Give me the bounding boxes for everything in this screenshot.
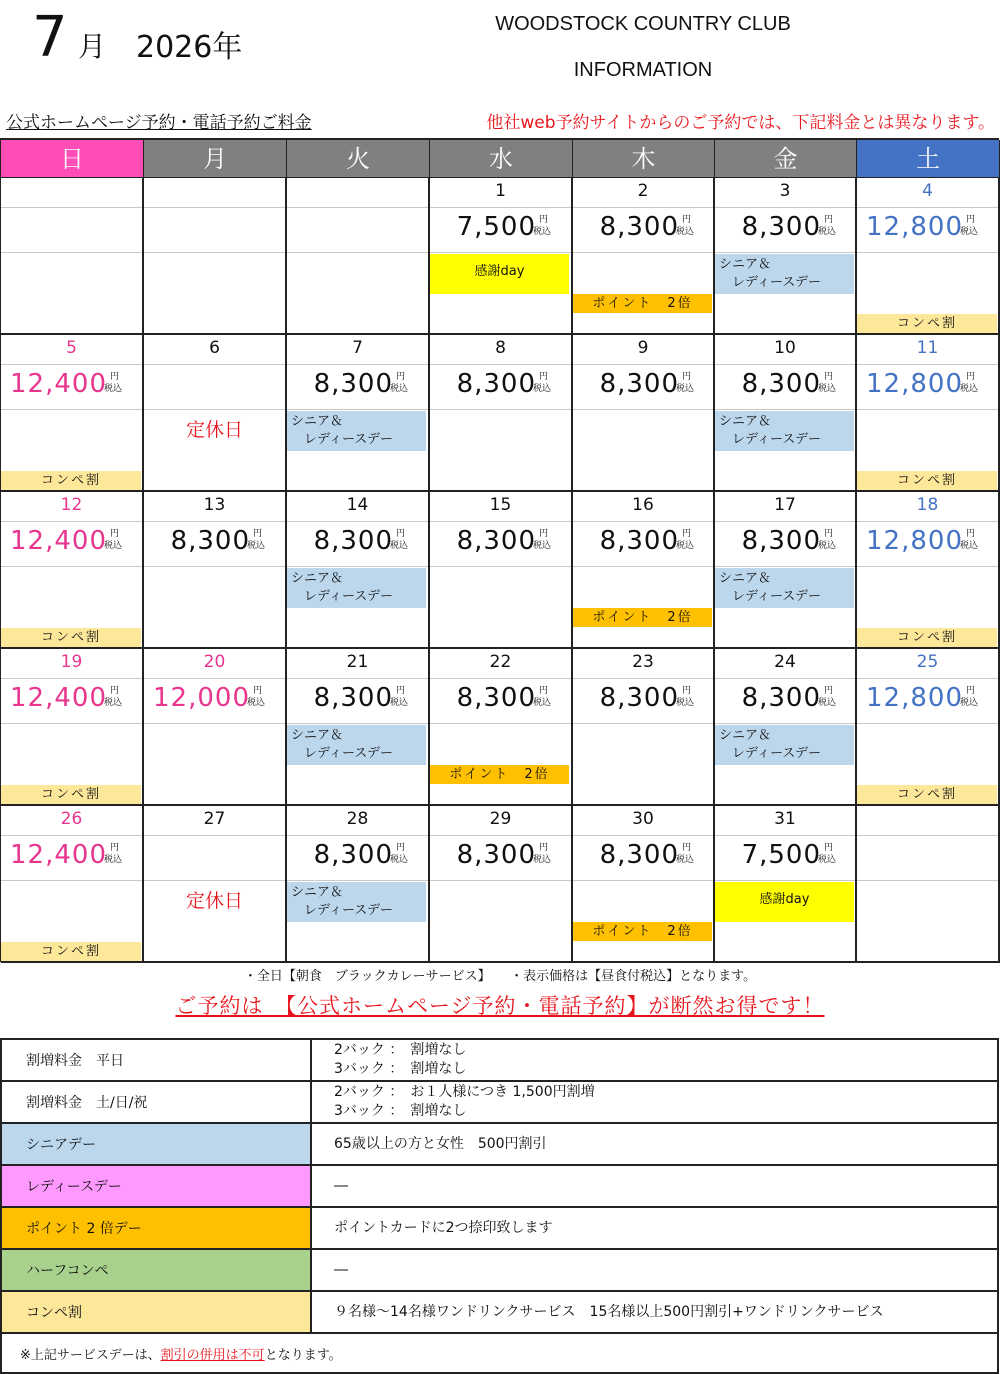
green-fee-price: 8,300 bbox=[456, 369, 536, 399]
cell-divider bbox=[430, 521, 571, 522]
yen-unit: 円 bbox=[682, 843, 692, 853]
tax-included-label: 税込 bbox=[390, 855, 409, 865]
day-number: 7 bbox=[352, 338, 363, 358]
day-cell bbox=[144, 806, 287, 963]
green-fee-price: 7,500 bbox=[741, 840, 821, 870]
day-cell bbox=[857, 649, 1000, 806]
cell-divider bbox=[857, 566, 998, 567]
cell-divider bbox=[857, 521, 998, 522]
cell-divider bbox=[287, 207, 428, 208]
day-cell bbox=[430, 649, 573, 806]
cell-divider bbox=[1, 409, 142, 410]
day-cell bbox=[287, 649, 430, 806]
tax-included-label: 税込 bbox=[818, 384, 837, 394]
day-cell bbox=[715, 335, 857, 492]
weekday-header: 金 bbox=[715, 140, 857, 178]
service-note: ・全日【朝食 ブラックカレーサービス】 ・表示価格は【昼食付税込】となります。 bbox=[243, 969, 757, 984]
tax-included-label: 税込 bbox=[818, 227, 837, 237]
cell-divider bbox=[573, 678, 713, 679]
day-number: 22 bbox=[489, 652, 512, 672]
day-number: 19 bbox=[60, 652, 83, 672]
cell-divider bbox=[144, 880, 285, 881]
cell-divider bbox=[715, 566, 855, 567]
footer-note-middle: の bbox=[186, 1347, 200, 1363]
cell-divider bbox=[287, 566, 428, 567]
cell-divider bbox=[857, 835, 998, 836]
senior-tag: シニア＆ レディースデー bbox=[715, 568, 854, 608]
compe-tag: コンペ割 bbox=[1, 785, 141, 804]
day-cell bbox=[715, 806, 857, 963]
tax-included-label: 税込 bbox=[104, 698, 123, 708]
senior-tag: シニア＆ レディースデー bbox=[287, 882, 426, 922]
day-number: 23 bbox=[632, 652, 654, 672]
green-fee-price: 8,300 bbox=[456, 840, 536, 870]
day-number: 15 bbox=[489, 495, 512, 515]
compe-tag: コンペ割 bbox=[1, 942, 141, 961]
legend-label: 割増料金 土/日/祝 bbox=[1, 1081, 311, 1123]
compe-tag: コンペ割 bbox=[857, 785, 997, 804]
booking-promo: ご予約は 【公式ホームページ予約・電話予約】が断然お得です！ bbox=[175, 994, 825, 1018]
tax-included-label: 税込 bbox=[247, 541, 266, 551]
yen-unit: 円 bbox=[396, 529, 406, 539]
cell-divider bbox=[573, 252, 713, 253]
cell-divider bbox=[573, 364, 713, 365]
tax-included-label: 税込 bbox=[676, 384, 695, 394]
yen-unit: 円 bbox=[396, 372, 406, 382]
cell-divider bbox=[573, 521, 713, 522]
green-fee-price: 12,800 bbox=[866, 526, 963, 556]
green-fee-price: 8,300 bbox=[599, 526, 679, 556]
green-fee-price: 8,300 bbox=[456, 683, 536, 713]
tax-included-label: 税込 bbox=[390, 541, 409, 551]
third-party-warning: 他社web予約サイトからのご予約では、下記料金とは異なります。 bbox=[486, 113, 995, 133]
day-number: 13 bbox=[203, 495, 226, 515]
footer-note bbox=[1, 1333, 998, 1373]
legend-label: レディースデー bbox=[1, 1165, 311, 1207]
cell-divider bbox=[430, 723, 571, 724]
day-cell bbox=[857, 178, 1000, 335]
day-cell bbox=[430, 806, 573, 963]
yen-unit: 円 bbox=[682, 372, 692, 382]
tax-included-label: 税込 bbox=[533, 384, 552, 394]
day-cell bbox=[715, 178, 857, 335]
cell-divider bbox=[1, 678, 142, 679]
cell-divider bbox=[715, 521, 855, 522]
cell-divider bbox=[1, 521, 142, 522]
tax-included-label: 税込 bbox=[533, 227, 552, 237]
green-fee-price: 8,300 bbox=[599, 369, 679, 399]
cell-divider bbox=[715, 207, 855, 208]
green-fee-price: 8,300 bbox=[313, 526, 393, 556]
legend-value: 2バック ： 割増なし 3バック ： 割増なし bbox=[311, 1039, 998, 1081]
day-cell bbox=[430, 178, 573, 335]
cell-divider bbox=[857, 364, 998, 365]
legend-value: 65歳以上の方と女性 500円割引 bbox=[311, 1123, 998, 1165]
legend-row bbox=[1, 1123, 998, 1165]
day-cell bbox=[857, 335, 1000, 492]
yen-unit: 円 bbox=[824, 529, 834, 539]
legend-value: ９名様～14名様ワンドリンクサービス 15名様以上500円割引+ワンドリンクサービス bbox=[311, 1291, 998, 1333]
legend-label: ポイント 2 倍デー bbox=[1, 1207, 311, 1249]
day-cell bbox=[1, 178, 144, 335]
cell-divider bbox=[573, 207, 713, 208]
day-cell bbox=[144, 492, 287, 649]
cell-divider bbox=[857, 207, 998, 208]
yen-unit: 円 bbox=[539, 215, 549, 225]
green-fee-price: 12,400 bbox=[10, 526, 107, 556]
cell-divider bbox=[573, 723, 713, 724]
cell-divider bbox=[1, 566, 142, 567]
tax-included-label: 税込 bbox=[818, 855, 837, 865]
legend-row bbox=[1, 1249, 998, 1291]
legend-row bbox=[1, 1081, 998, 1123]
green-fee-price: 8,300 bbox=[741, 369, 821, 399]
month-number: 7 bbox=[32, 5, 68, 70]
day-cell bbox=[573, 178, 715, 335]
tax-included-label: 税込 bbox=[818, 541, 837, 551]
yen-unit: 円 bbox=[110, 529, 120, 539]
day-cell bbox=[1, 492, 144, 649]
day-number: 18 bbox=[916, 495, 939, 515]
weekday-header: 月 bbox=[144, 140, 287, 178]
cell-divider bbox=[144, 252, 285, 253]
day-number: 31 bbox=[774, 809, 796, 829]
tax-included-label: 税込 bbox=[104, 855, 123, 865]
yen-unit: 円 bbox=[539, 529, 549, 539]
yen-unit: 円 bbox=[539, 372, 549, 382]
compe-tag: コンペ割 bbox=[1, 628, 141, 647]
legend-value: ― bbox=[311, 1165, 998, 1207]
day-number: 30 bbox=[632, 809, 654, 829]
cell-divider bbox=[287, 252, 428, 253]
footer-note-highlight1: 割引 bbox=[160, 1347, 187, 1363]
green-fee-price: 8,300 bbox=[170, 526, 250, 556]
day-number: 9 bbox=[637, 338, 649, 358]
tax-included-label: 税込 bbox=[533, 698, 552, 708]
day-cell bbox=[1, 335, 144, 492]
day-number: 28 bbox=[346, 809, 369, 829]
weekday-header: 土 bbox=[857, 140, 1000, 178]
senior-tag: シニア＆ レディースデー bbox=[287, 411, 426, 451]
day-number: 29 bbox=[489, 809, 512, 829]
green-fee-price: 12,400 bbox=[10, 683, 107, 713]
green-fee-price: 12,400 bbox=[10, 840, 107, 870]
cell-divider bbox=[287, 723, 428, 724]
cell-divider bbox=[430, 207, 571, 208]
yen-unit: 円 bbox=[396, 686, 406, 696]
cell-divider bbox=[1, 880, 142, 881]
tax-included-label: 税込 bbox=[960, 384, 979, 394]
green-fee-price: 12,800 bbox=[866, 212, 963, 242]
footer-note-prefix: ※上記サービスデーは、 bbox=[20, 1347, 161, 1363]
day-number: 24 bbox=[774, 652, 796, 672]
weekday-header: 木 bbox=[573, 140, 715, 178]
cell-divider bbox=[430, 252, 571, 253]
cell-divider bbox=[857, 409, 998, 410]
day-number: 26 bbox=[60, 809, 83, 829]
cell-divider bbox=[715, 835, 855, 836]
cell-divider bbox=[287, 409, 428, 410]
yen-unit: 円 bbox=[253, 529, 263, 539]
day-number: 25 bbox=[916, 652, 939, 672]
tax-included-label: 税込 bbox=[960, 541, 979, 551]
day-number: 17 bbox=[774, 495, 796, 515]
cell-divider bbox=[715, 678, 855, 679]
day-cell bbox=[573, 335, 715, 492]
day-number: 8 bbox=[495, 338, 506, 358]
cell-divider bbox=[430, 409, 571, 410]
green-fee-price: 8,300 bbox=[599, 683, 679, 713]
cell-divider bbox=[144, 364, 285, 365]
yen-unit: 円 bbox=[539, 843, 549, 853]
cell-divider bbox=[430, 364, 571, 365]
legend-row bbox=[1, 1165, 998, 1207]
yen-unit: 円 bbox=[966, 372, 976, 382]
tax-included-label: 税込 bbox=[960, 227, 979, 237]
month-unit: 月 bbox=[78, 30, 107, 63]
cell-divider bbox=[430, 678, 571, 679]
day-number: 4 bbox=[922, 181, 933, 201]
legend-label: 割増料金 平日 bbox=[1, 1039, 311, 1081]
day-cell bbox=[144, 649, 287, 806]
tax-included-label: 税込 bbox=[104, 384, 123, 394]
day-cell bbox=[1, 649, 144, 806]
day-number: 11 bbox=[916, 338, 939, 358]
day-cell bbox=[715, 649, 857, 806]
tax-included-label: 税込 bbox=[676, 541, 695, 551]
legend-value: ― bbox=[311, 1249, 998, 1291]
day-number: 1 bbox=[495, 181, 506, 201]
point-tag: ポイント 2倍 bbox=[573, 294, 712, 313]
day-number: 5 bbox=[66, 338, 77, 358]
legend-value: 2バック ： お１人様につき 1,500円割増 3バック ： 割増なし bbox=[311, 1081, 998, 1123]
cell-divider bbox=[1, 723, 142, 724]
weekday-header: 水 bbox=[430, 140, 573, 178]
day-number: 6 bbox=[209, 338, 220, 358]
tax-included-label: 税込 bbox=[104, 541, 123, 551]
day-number: 10 bbox=[774, 338, 796, 358]
tax-included-label: 税込 bbox=[818, 698, 837, 708]
legend-row bbox=[1, 1039, 998, 1081]
point-tag: ポイント 2倍 bbox=[573, 922, 712, 941]
thanks-tag: 感謝day bbox=[715, 882, 854, 922]
cell-divider bbox=[144, 723, 285, 724]
tax-included-label: 税込 bbox=[390, 384, 409, 394]
green-fee-price: 8,300 bbox=[741, 526, 821, 556]
day-number: 2 bbox=[637, 181, 649, 201]
day-number: 12 bbox=[60, 495, 83, 515]
cell-divider bbox=[1, 207, 142, 208]
green-fee-price: 8,300 bbox=[741, 212, 821, 242]
day-cell bbox=[144, 178, 287, 335]
yen-unit: 円 bbox=[682, 529, 692, 539]
cell-divider bbox=[573, 409, 713, 410]
yen-unit: 円 bbox=[396, 843, 406, 853]
cell-divider bbox=[857, 880, 998, 881]
day-cell bbox=[857, 492, 1000, 649]
yen-unit: 円 bbox=[682, 215, 692, 225]
yen-unit: 円 bbox=[682, 686, 692, 696]
day-cell bbox=[857, 806, 1000, 963]
club-name: WOODSTOCK COUNTRY CLUB bbox=[495, 13, 791, 35]
legend-value: ポイントカードに2つ捺印致します bbox=[311, 1207, 998, 1249]
compe-tag: コンペ割 bbox=[1, 471, 141, 490]
legend-row bbox=[1, 1291, 998, 1333]
thanks-tag: 感謝day bbox=[430, 254, 569, 294]
day-cell bbox=[430, 335, 573, 492]
tax-included-label: 税込 bbox=[533, 855, 552, 865]
day-cell bbox=[287, 492, 430, 649]
cell-divider bbox=[287, 521, 428, 522]
senior-tag: シニア＆ レディースデー bbox=[715, 254, 854, 294]
legend-label: シニアデー bbox=[1, 1123, 311, 1165]
tax-included-label: 税込 bbox=[676, 698, 695, 708]
calendar-grid bbox=[0, 138, 999, 962]
day-cell bbox=[430, 492, 573, 649]
tax-included-label: 税込 bbox=[676, 227, 695, 237]
footer-note-row bbox=[1, 1333, 998, 1373]
cell-divider bbox=[1, 364, 142, 365]
day-cell bbox=[573, 492, 715, 649]
green-fee-price: 8,300 bbox=[313, 840, 393, 870]
footer-note-highlight2: 併用は不可 bbox=[199, 1347, 265, 1363]
closed-day-label: 定休日 bbox=[185, 419, 243, 441]
cell-divider bbox=[715, 252, 855, 253]
cell-divider bbox=[857, 678, 998, 679]
green-fee-price: 8,300 bbox=[599, 840, 679, 870]
day-cell bbox=[1, 806, 144, 963]
day-number: 3 bbox=[779, 181, 791, 201]
compe-tag: コンペ割 bbox=[857, 314, 997, 333]
cell-divider bbox=[857, 252, 998, 253]
cell-divider bbox=[1, 835, 142, 836]
cell-divider bbox=[715, 364, 855, 365]
day-cell bbox=[287, 178, 430, 335]
legend-row bbox=[1, 1207, 998, 1249]
point-tag: ポイント 2倍 bbox=[573, 608, 712, 627]
day-number: 20 bbox=[203, 652, 226, 672]
yen-unit: 円 bbox=[824, 372, 834, 382]
legend-label: ハーフコンペ bbox=[1, 1249, 311, 1291]
cell-divider bbox=[287, 880, 428, 881]
yen-unit: 円 bbox=[110, 843, 120, 853]
day-number: 27 bbox=[203, 809, 226, 829]
cell-divider bbox=[287, 364, 428, 365]
footer-note-suffix: となります。 bbox=[264, 1347, 342, 1363]
weekday-header: 日 bbox=[1, 140, 144, 178]
cell-divider bbox=[287, 678, 428, 679]
yen-unit: 円 bbox=[824, 686, 834, 696]
closed-day-label: 定休日 bbox=[185, 890, 243, 912]
cell-divider bbox=[857, 723, 998, 724]
green-fee-price: 8,300 bbox=[741, 683, 821, 713]
green-fee-price: 8,300 bbox=[313, 683, 393, 713]
yen-unit: 円 bbox=[966, 686, 976, 696]
legend-label: コンペ割 bbox=[1, 1291, 311, 1333]
cell-divider bbox=[287, 835, 428, 836]
compe-tag: コンペ割 bbox=[857, 628, 997, 647]
day-cell bbox=[287, 806, 430, 963]
cell-divider bbox=[144, 566, 285, 567]
tax-included-label: 税込 bbox=[960, 698, 979, 708]
cell-divider bbox=[144, 521, 285, 522]
cell-divider bbox=[715, 723, 855, 724]
green-fee-price: 12,000 bbox=[153, 683, 250, 713]
day-number: 14 bbox=[346, 495, 369, 515]
day-number: 21 bbox=[346, 652, 369, 672]
tax-included-label: 税込 bbox=[533, 541, 552, 551]
green-fee-price: 12,800 bbox=[866, 683, 963, 713]
tax-included-label: 税込 bbox=[390, 698, 409, 708]
cell-divider bbox=[1, 252, 142, 253]
day-number: 16 bbox=[632, 495, 654, 515]
cell-divider bbox=[430, 835, 571, 836]
weekday-header: 火 bbox=[287, 140, 430, 178]
senior-tag: シニア＆ レディースデー bbox=[715, 411, 854, 451]
cell-divider bbox=[573, 566, 713, 567]
cell-divider bbox=[430, 880, 571, 881]
day-cell bbox=[573, 806, 715, 963]
green-fee-price: 12,400 bbox=[10, 369, 107, 399]
cell-divider bbox=[144, 678, 285, 679]
day-cell bbox=[287, 335, 430, 492]
cell-divider bbox=[144, 207, 285, 208]
tax-included-label: 税込 bbox=[676, 855, 695, 865]
yen-unit: 円 bbox=[110, 686, 120, 696]
yen-unit: 円 bbox=[966, 529, 976, 539]
yen-unit: 円 bbox=[824, 843, 834, 853]
cell-divider bbox=[573, 880, 713, 881]
pricing-subheading: 公式ホームページ予約・電話予約ご料金 bbox=[6, 113, 312, 133]
cell-divider bbox=[715, 409, 855, 410]
yen-unit: 円 bbox=[110, 372, 120, 382]
yen-unit: 円 bbox=[253, 686, 263, 696]
green-fee-price: 8,300 bbox=[456, 526, 536, 556]
green-fee-price: 8,300 bbox=[313, 369, 393, 399]
yen-unit: 円 bbox=[824, 215, 834, 225]
senior-tag: シニア＆ レディースデー bbox=[287, 568, 426, 608]
compe-tag: コンペ割 bbox=[857, 471, 997, 490]
green-fee-price: 8,300 bbox=[599, 212, 679, 242]
yen-unit: 円 bbox=[539, 686, 549, 696]
cell-divider bbox=[430, 566, 571, 567]
point-tag: ポイント 2倍 bbox=[430, 765, 569, 784]
legend-table bbox=[0, 1038, 999, 1374]
day-cell bbox=[573, 649, 715, 806]
green-fee-price: 12,800 bbox=[866, 369, 963, 399]
green-fee-price: 7,500 bbox=[456, 212, 536, 242]
cell-divider bbox=[144, 835, 285, 836]
info-heading: INFORMATION bbox=[573, 59, 713, 81]
year-label: 2026年 bbox=[136, 30, 243, 65]
day-cell bbox=[715, 492, 857, 649]
tax-included-label: 税込 bbox=[247, 698, 266, 708]
yen-unit: 円 bbox=[966, 215, 976, 225]
senior-tag: シニア＆ レディースデー bbox=[287, 725, 426, 765]
cell-divider bbox=[715, 880, 855, 881]
senior-tag: シニア＆ レディースデー bbox=[715, 725, 854, 765]
cell-divider bbox=[573, 835, 713, 836]
cell-divider bbox=[144, 409, 285, 410]
day-cell bbox=[144, 335, 287, 492]
